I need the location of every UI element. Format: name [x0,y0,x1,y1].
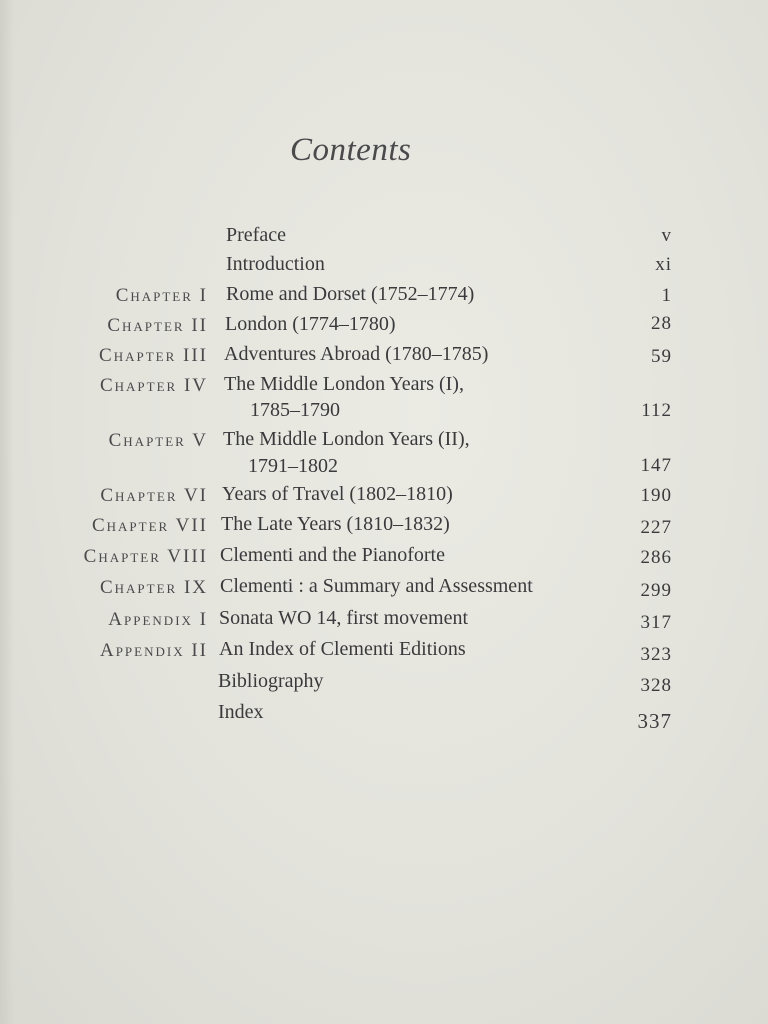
toc-page-number: v [661,225,672,246]
toc-heading: Index [218,701,264,723]
toc-heading: Introduction [226,253,325,275]
toc-heading: Sonata WO 14, first movement [219,607,469,629]
toc-page-number: 337 [637,709,672,733]
toc-label: Chapter II [107,315,208,336]
toc-page-number: xi [655,254,672,275]
toc-heading: Clementi and the Pianoforte [220,544,445,566]
toc-label: Chapter VII [91,515,208,536]
toc-heading: The Late Years (1810–1832) [221,513,450,535]
toc-page-number: 323 [640,644,672,665]
toc-label: Chapter I [115,285,208,306]
toc-heading: London (1774–1780) [225,313,396,335]
toc-heading: Bibliography [218,670,324,692]
toc-page-number: 328 [640,675,672,696]
toc-page-number: 227 [640,517,672,538]
toc-label: Chapter V [108,430,208,451]
toc-label: Chapter IX [99,577,208,598]
toc-heading: Clementi : a Summary and Assessment [220,575,533,597]
toc-heading: Preface [226,224,286,246]
toc-page-number: 190 [640,485,672,506]
toc-label: Chapter IV [99,375,208,396]
toc-heading: Rome and Dorset (1752–1774) [226,283,475,305]
toc-heading: Years of Travel (1802–1810) [222,483,453,505]
toc-page-number: 317 [640,612,672,633]
toc-heading: The Middle London Years (I), [224,373,464,395]
toc-page-number: 28 [651,313,672,334]
toc-label: Chapter VI [100,485,208,506]
toc-heading: An Index of Clementi Editions [219,638,466,660]
toc-label: Appendix II [99,640,208,661]
toc-page-number: 112 [641,400,672,421]
toc-page-number: 286 [640,547,672,568]
toc-label: Chapter VIII [83,546,208,567]
toc-page-number: 299 [640,580,672,601]
toc-heading: The Middle London Years (II), [223,428,470,450]
toc-heading-continuation: 1785–1790 [250,399,340,421]
toc-label: Appendix I [108,609,208,630]
page-title: Contents [290,132,412,168]
toc-heading: Adventures Abroad (1780–1785) [224,343,489,365]
toc-page-number: 1 [661,285,672,306]
toc-page-number: 59 [651,346,672,367]
toc-page-number: 147 [640,455,672,476]
toc-heading-continuation: 1791–1802 [248,455,338,477]
toc-label: Chapter III [99,345,208,366]
